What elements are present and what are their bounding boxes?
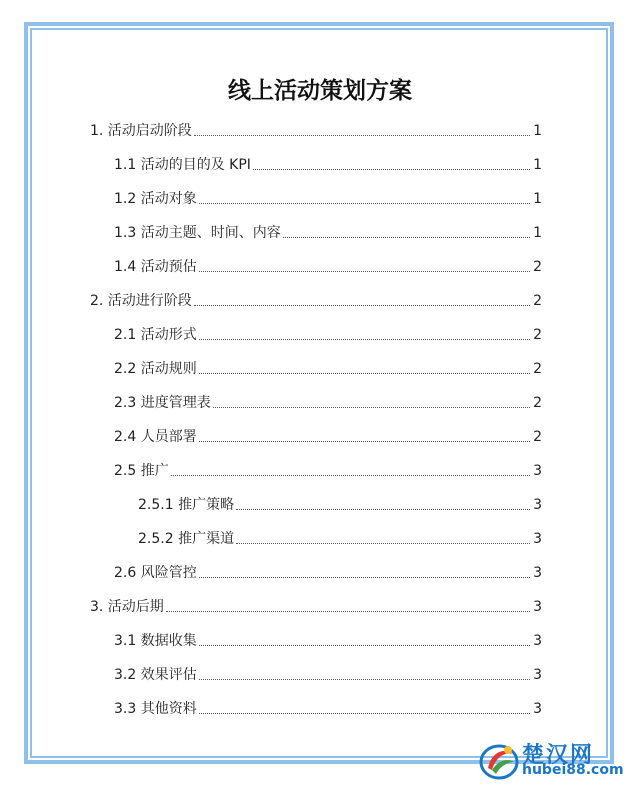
toc-entry-text: 2.3 进度管理表 (114, 395, 211, 411)
toc-entry-text: 3. 活动后期 (90, 599, 164, 615)
toc-entry-3-1[interactable] (114, 628, 542, 650)
toc-page-number: 3 (533, 701, 542, 717)
toc-entry-text: 2. 活动进行阶段 (90, 293, 192, 309)
toc-entry-text: 2.6 风险管控 (114, 565, 197, 581)
toc-entry-3-2[interactable] (114, 662, 542, 684)
toc-entry-3[interactable] (90, 594, 542, 616)
toc-entry-text: 2.5.1 推广策略 (138, 497, 235, 513)
toc-dot-leader (199, 441, 530, 442)
toc-dot-leader (213, 407, 530, 408)
site-url: hubei88.com (522, 762, 624, 778)
toc-entry-2-1[interactable] (114, 322, 542, 344)
toc-entry-text: 2.2 活动规则 (114, 361, 197, 377)
toc-entry-text: 2.5.2 推广渠道 (138, 531, 235, 547)
toc-dot-leader (199, 577, 530, 578)
toc-entry-text: 1.3 活动主题、时间、内容 (114, 225, 281, 241)
toc-page-number: 2 (533, 259, 542, 275)
toc-entry-2[interactable] (90, 288, 542, 310)
toc-entry-1-4[interactable] (114, 254, 542, 276)
toc-dot-leader (199, 373, 530, 374)
toc-page-number: 3 (533, 565, 542, 581)
toc-dot-leader (166, 611, 530, 612)
toc-page-number: 1 (533, 157, 542, 173)
toc-dot-leader (194, 305, 530, 306)
toc-dot-leader (253, 169, 530, 170)
toc-page-number: 2 (533, 429, 542, 445)
toc-page-number: 3 (533, 497, 542, 513)
toc-page-number: 1 (533, 123, 542, 139)
toc-entry-text: 3.3 其他资料 (114, 701, 197, 717)
toc-page-number: 2 (533, 395, 542, 411)
document-title: 线上活动策划方案 (228, 78, 412, 104)
toc-dot-leader (199, 339, 530, 340)
toc-entry-text: 1. 活动启动阶段 (90, 123, 192, 139)
toc-entry-text: 2.1 活动形式 (114, 327, 197, 343)
toc-dot-leader (199, 713, 530, 714)
toc-entry-text: 2.5 推广 (114, 463, 169, 479)
toc-page-number: 3 (533, 599, 542, 615)
toc-dot-leader (236, 543, 530, 544)
toc-entry-text: 1.2 活动对象 (114, 191, 197, 207)
toc-page-number: 2 (533, 361, 542, 377)
toc-entry-text: 1.4 活动预估 (114, 259, 197, 275)
toc-entry-1-2[interactable] (114, 186, 542, 208)
toc-entry-1-3[interactable] (114, 220, 542, 242)
toc-dot-leader (199, 271, 530, 272)
toc-entry-1-1[interactable] (114, 152, 542, 174)
toc-entry-text: 2.4 人员部署 (114, 429, 197, 445)
toc-entry-text: 3.1 数据收集 (114, 633, 197, 649)
toc-dot-leader (199, 203, 530, 204)
toc-page-number: 3 (533, 633, 542, 649)
toc-page-number: 3 (533, 463, 542, 479)
toc-page-number: 1 (533, 191, 542, 207)
toc-entry-text: 3.2 效果评估 (114, 667, 197, 683)
site-name: 楚汉网 (522, 743, 595, 768)
toc-dot-leader (199, 679, 530, 680)
toc-entry-2-3[interactable] (114, 390, 542, 412)
toc-page-number: 2 (533, 293, 542, 309)
toc-entry-2-5-2[interactable] (138, 526, 542, 548)
toc-dot-leader (194, 135, 530, 136)
toc-entry-text: 1.1 活动的目的及 KPI (114, 157, 251, 173)
toc-entry-2-4[interactable] (114, 424, 542, 446)
toc-dot-leader (236, 509, 530, 510)
toc-entry-2-6[interactable] (114, 560, 542, 582)
site-watermark-logo (478, 738, 638, 782)
toc-page-number: 3 (533, 667, 542, 683)
site-logo-icon (478, 740, 520, 780)
toc-page-number: 2 (533, 327, 542, 343)
toc-entry-1[interactable] (90, 118, 542, 140)
toc-page-number: 1 (533, 225, 542, 241)
toc-dot-leader (283, 237, 530, 238)
toc-entry-2-5-1[interactable] (138, 492, 542, 514)
toc-entry-2-5[interactable] (114, 458, 542, 480)
toc-dot-leader (199, 645, 530, 646)
toc-entry-2-2[interactable] (114, 356, 542, 378)
toc-entry-3-3[interactable] (114, 696, 542, 718)
toc-page-number: 3 (533, 531, 542, 547)
toc-dot-leader (171, 475, 530, 476)
